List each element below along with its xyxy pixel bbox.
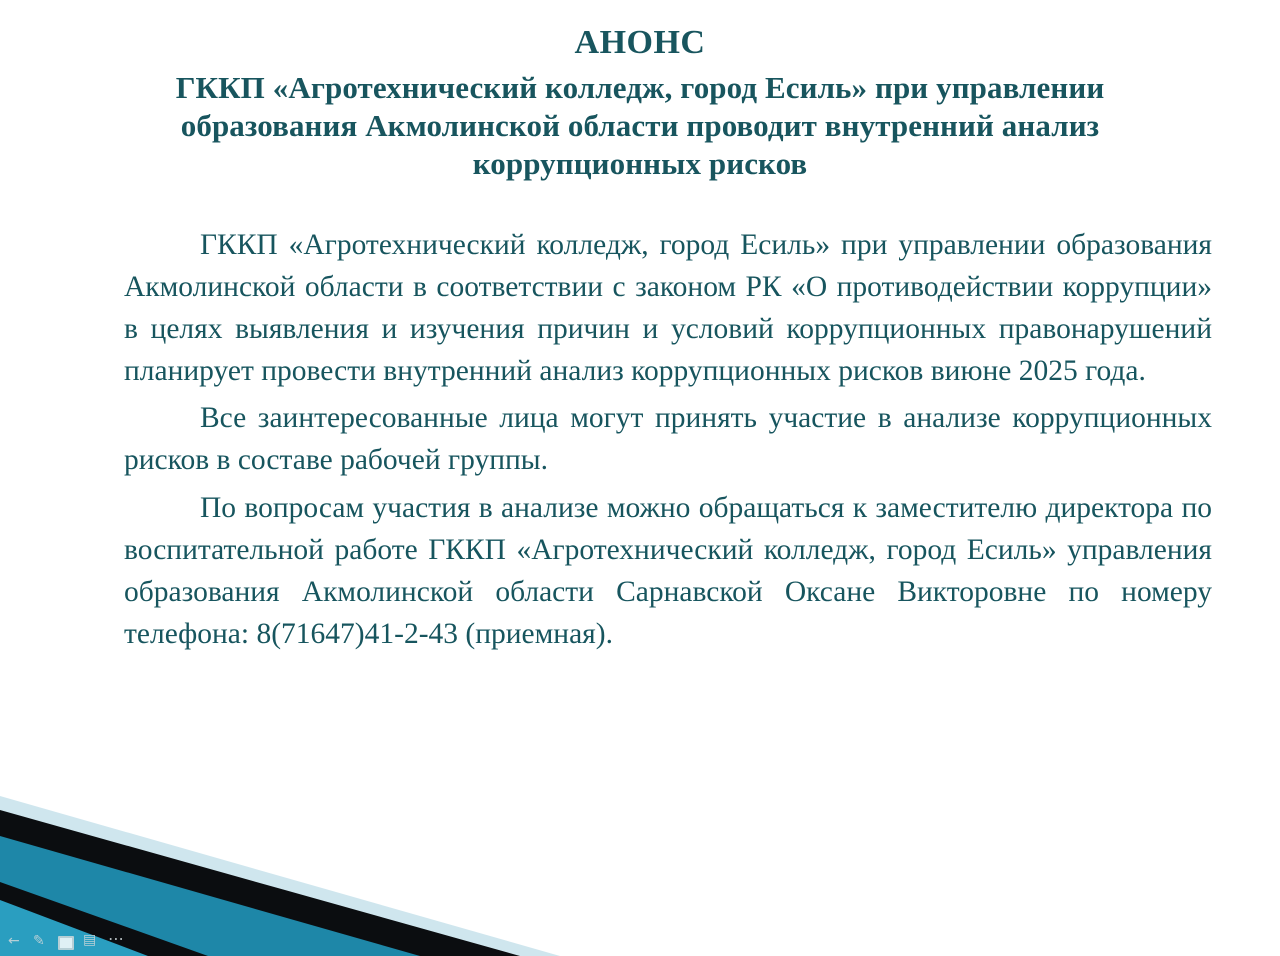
page-subtitle: ГККП «Агротехнический колледж, город Есиль» при управлении образования Акмолинской области проводит внутренний анализ коррупционных рисков <box>175 70 1105 182</box>
page-title: АНОНС <box>574 24 706 61</box>
menu-icon[interactable] <box>83 936 99 950</box>
presentation-mini-toolbar[interactable] <box>8 936 124 950</box>
more-icon[interactable] <box>108 936 124 950</box>
paragraph-1: ГККП «Агротехнический колледж, город Есиль» при управлении образования Акмолинской области в соответствии с законом РК «О противодействии коррупции» в целях выявления и изучения причин и условий коррупционных правонарушений планирует провести внутренний анализ коррупционных рисков виюне 2025 года. <box>124 228 1212 387</box>
title-block <box>0 0 1280 183</box>
paragraph-3: По вопросам участия в анализе можно обращаться к заместителю директора по воспитательной работе ГККП «Агротехнический колледж, город Есиль» управления образования Акмолинской области Сарнавской Оксане Викторовне по номеру телефона: 8(71647)41-2-43 (приемная). <box>124 492 1212 650</box>
slide-icon[interactable] <box>58 936 74 950</box>
paragraph-2: Все заинтересованные лица могут принять участие в анализе коррупционных рисков в составе рабочей группы. <box>124 402 1212 477</box>
pen-icon[interactable] <box>33 936 49 950</box>
body-text <box>0 225 1280 656</box>
back-icon[interactable] <box>8 936 24 950</box>
